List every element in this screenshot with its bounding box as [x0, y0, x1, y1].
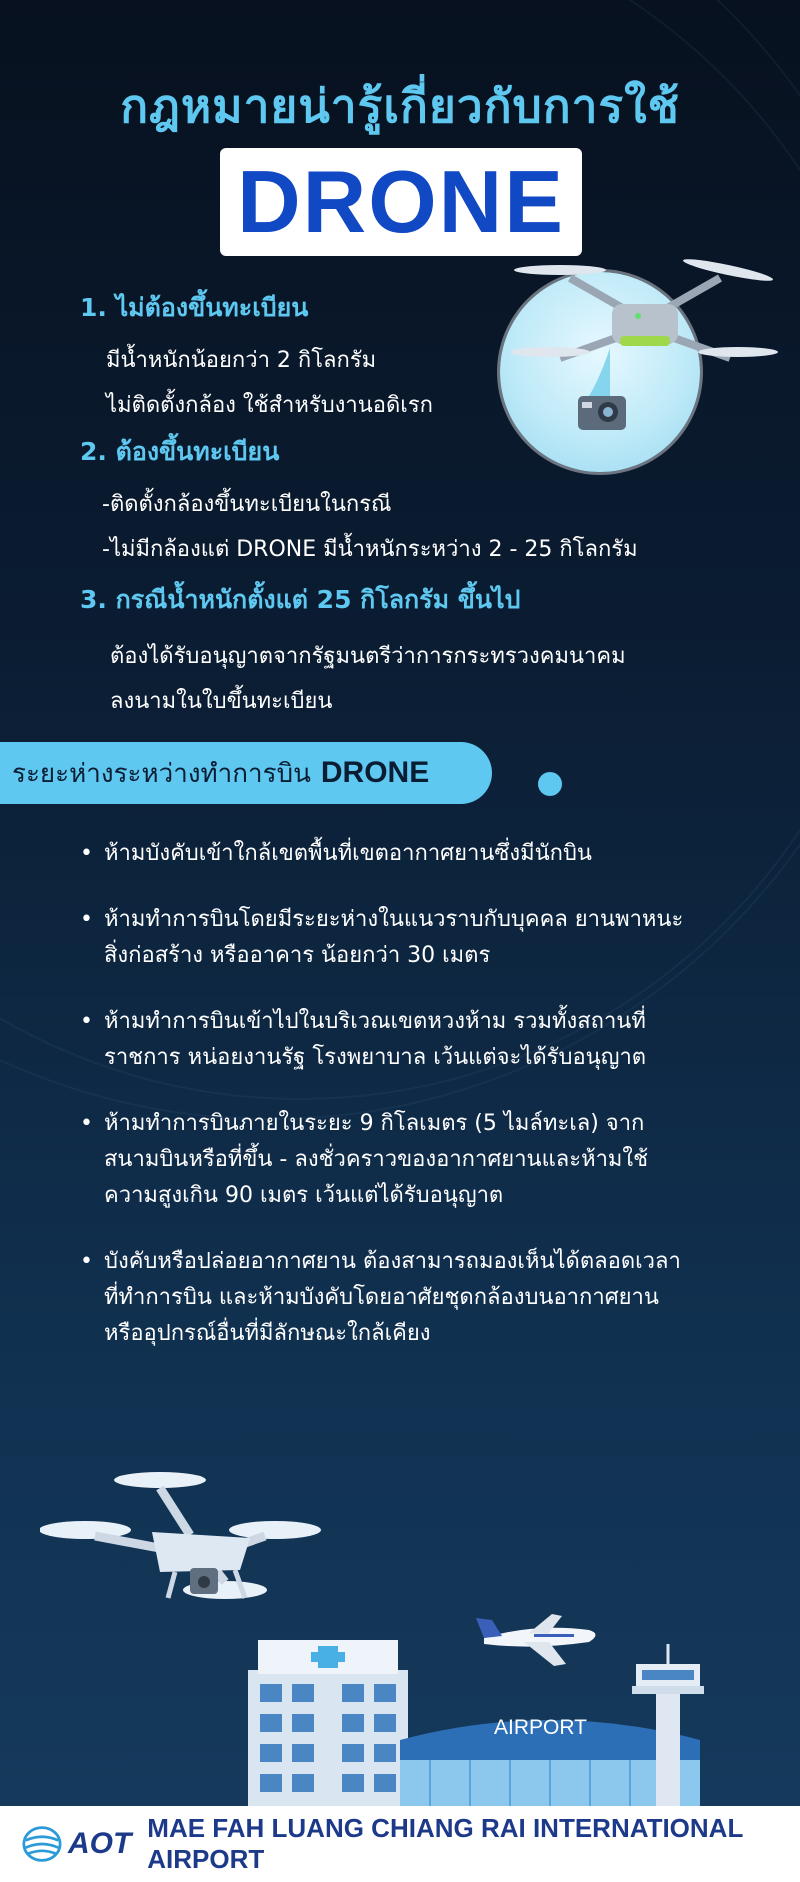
rule-heading: 1. ไม่ต้องขึ้นทะเบียน: [80, 293, 309, 322]
list-item: [80, 1004, 760, 1076]
bullet-line: ห้ามบังคับเข้าใกล้เขตพื้นที่เขตอากาศยานซึ่งมีนักบิน: [104, 841, 592, 866]
airport-terminal-icon: [400, 1700, 800, 1810]
page-title-drone: DRONE: [237, 152, 565, 251]
bullet-line: ความสูงเกิน 90 เมตร เว้นแต่ได้รับอนุญาต: [104, 1183, 504, 1208]
airplane-icon: [474, 1598, 604, 1678]
rule-line: มีน้ำหนักน้อยกว่า 2 กิโลกรัม: [106, 348, 377, 373]
rule-line: -ติดตั้งกล้องขึ้นทะเบียนในกรณี: [102, 492, 392, 517]
rule-line: ลงนามในใบขึ้นทะเบียน: [110, 689, 333, 714]
rule-3: [80, 580, 626, 718]
section-label-drone: DRONE: [320, 756, 430, 789]
rule-heading: 3. กรณีน้ำหนักตั้งแต่ 25 กิโลกรัม ขึ้นไป: [80, 585, 521, 614]
quadcopter-drone-icon: [40, 1460, 340, 1650]
bullet-line: ราชการ หน่อยงานรัฐ โรงพยาบาล เว้นแต่จะได้รับอนุญาต: [104, 1045, 647, 1070]
rule-heading: 2. ต้องขึ้นทะเบียน: [80, 437, 280, 466]
aot-logo-text: AOT: [67, 1827, 132, 1860]
list-item: [80, 902, 760, 974]
bullet-icon: •: [80, 1111, 93, 1136]
bullet-line: บังคับหรือปล่อยอากาศยาน ต้องสามารถมองเห็นได้ตลอดเวลา: [104, 1249, 681, 1274]
bullet-icon: •: [80, 907, 93, 932]
rule-1: [80, 288, 433, 422]
bullet-line: ห้ามทำการบินเข้าไปในบริเวณเขตหวงห้าม รวมทั้งสถานที่: [104, 1009, 646, 1034]
rule-line: ไม่ติดตั้งกล้อง ใช้สำหรับงานอดิเรก: [106, 393, 433, 418]
bullet-icon: •: [80, 1009, 93, 1034]
aot-logo-icon: [22, 1824, 62, 1864]
list-item: [80, 836, 760, 872]
list-item: [80, 1106, 760, 1214]
bullet-line: ห้ามทำการบินภายในระยะ 9 กิโลเมตร (5 ไมล์ทะเล) จาก: [104, 1111, 645, 1136]
airport-name: MAE FAH LUANG CHIANG RAI INTERNATIONAL AIRPORT: [147, 1813, 743, 1874]
bullet-list: [80, 836, 760, 1382]
hospital-building-icon: [248, 1640, 408, 1810]
bullet-line: หรืออุปกรณ์อื่นที่มีลักษณะใกล้เคียง: [104, 1321, 431, 1346]
page-title: กฎหมายน่ารู้เกี่ยวกับการใช้: [120, 79, 680, 133]
bullet-line: สนามบินหรือที่ขึ้น - ลงชั่วคราวของอากาศยานและห้ามใช้: [104, 1147, 649, 1172]
section-label: ระยะห่างระหว่างทำการบิน: [12, 758, 311, 789]
bullet-icon: •: [80, 1249, 93, 1274]
footer: [0, 1806, 800, 1882]
bullet-line: ที่ทำการบิน และห้ามบังคับโดยอาศัยชุดกล้องบนอากาศยาน: [104, 1285, 659, 1310]
rule-line: -ไม่มีกล้องแต่ DRONE มีน้ำหนักระหว่าง 2 - 25 กิโลกรัม: [102, 537, 638, 562]
accent-dot: [538, 772, 562, 796]
bullet-icon: •: [80, 841, 93, 866]
list-item: [80, 1244, 760, 1352]
section-header: [0, 742, 492, 804]
bullet-line: ห้ามทำการบินโดยมีระยะห่างในแนวราบกับบุคคล ยานพาหนะ: [104, 907, 684, 932]
airport-sign: AIRPORT: [494, 1716, 587, 1739]
rule-line: ต้องได้รับอนุญาตจากรัฐมนตรีว่าการกระทรวงคมนาคม: [110, 644, 626, 669]
drone-with-camera-icon: [500, 248, 780, 488]
control-tower-icon: [628, 1644, 708, 1810]
bullet-line: สิ่งก่อสร้าง หรืออาคาร น้อยกว่า 30 เมตร: [104, 943, 491, 968]
